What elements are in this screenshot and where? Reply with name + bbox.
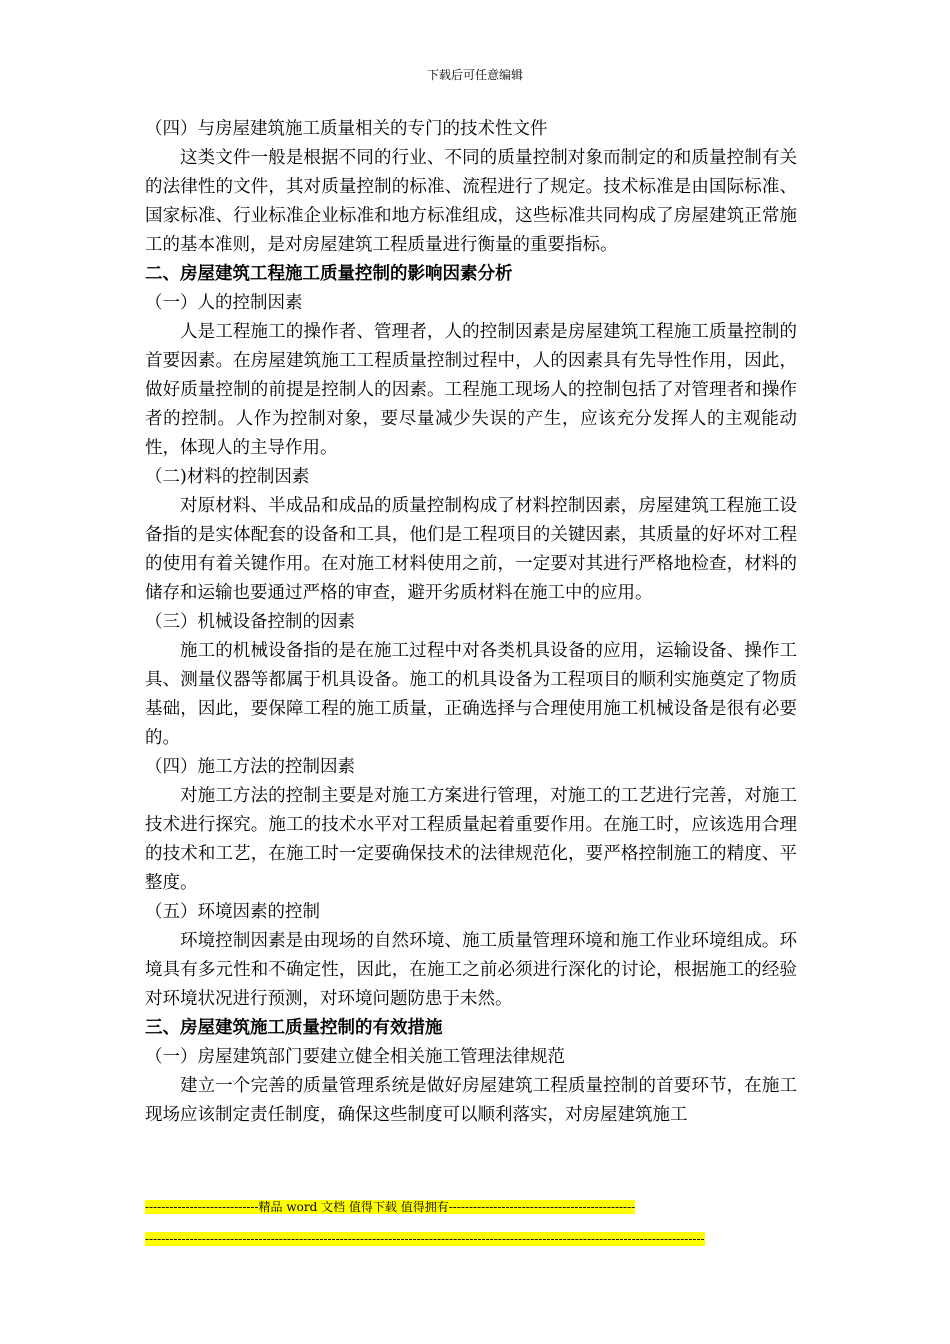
body-paragraph: 这类文件一般是根据不同的行业、不同的质量控制对象而制定的和质量控制有关的法律性的文件，其对质量控制的标准、流程进行了规定。技术标准是由国际标准、国家标准、行业标准企业标准和地方标准组成，这些标准共同构成了房屋建筑正常施工的基本准则，是对房屋建筑工程质量进行衡量的重要指标。: [145, 148, 797, 255]
page-header: 下载后可任意编辑: [426, 68, 523, 82]
body-paragraph: 对施工方法的控制主要是对施工方案进行管理，对施工的工艺进行完善，对施工技术进行探究。施工的技术水平对工程质量起着重要作用。在施工时，应该选用合理的技术和工艺，在施工时一定要确保技术的法律规范化，要严格控制施工的精度、平整度。: [145, 786, 797, 893]
subsection-heading: （一）人的控制因素: [145, 293, 303, 313]
subsection-heading: （三）机械设备控制的因素: [145, 612, 355, 632]
subsection-heading: （四）与房屋建筑施工质量相关的专门的技术性文件: [145, 119, 548, 139]
subsection-heading: （一）房屋建筑部门要建立健全相关施工管理法律规范: [145, 1047, 565, 1067]
footer-divider: [145, 1232, 705, 1247]
body-paragraph: 施工的机械设备指的是在施工过程中对各类机具设备的应用，运输设备、操作工具、测量仪器等都属于机具设备。施工的机具设备为工程项目的顺利实施奠定了物质基础，因此，要保障工程的施工质量，正确选择与合理使用施工机械设备是很有必要的。: [145, 641, 797, 748]
body-paragraph: 人是工程施工的操作者、管理者，人的控制因素是房屋建筑工程施工质量控制的首要因素。在房屋建筑施工工程质量控制过程中，人的因素具有先导性作用，因此，做好质量控制的前提是控制人的因素。工程施工现场人的控制包括了对管理者和操作者的控制。人作为控制对象，要尽量减少失误的产生，应该充分发挥人的主观能动性，体现人的主导作用。: [145, 322, 797, 458]
footer-banner: [145, 1200, 635, 1215]
document-body: [145, 115, 797, 1130]
subsection-heading: （五）环境因素的控制: [145, 902, 320, 922]
footer-divider-text: ------------------------------------------------------------------------------------------------------------------------------------------: [145, 1232, 705, 1246]
footer-banner-text: ----------------------------精品 word 文档 值得下载 值得拥有----------------------------------------------: [145, 1200, 636, 1214]
section-heading: 二、房屋建筑工程施工质量控制的影响因素分析: [145, 264, 513, 284]
section-heading: 三、房屋建筑施工质量控制的有效措施: [145, 1018, 443, 1038]
subsection-heading: （四）施工方法的控制因素: [145, 757, 355, 777]
subsection-heading: （二)材料的控制因素: [145, 467, 310, 487]
body-paragraph: 环境控制因素是由现场的自然环境、施工质量管理环境和施工作业环境组成。环境具有多元性和不确定性，因此，在施工之前必须进行深化的讨论，根据施工的经验对环境状况进行预测，对环境问题防患于未然。: [145, 931, 797, 1009]
body-paragraph: 建立一个完善的质量管理系统是做好房屋建筑工程质量控制的首要环节，在施工现场应该制定责任制度，确保这些制度可以顺利落实，对房屋建筑施工: [145, 1076, 797, 1125]
body-paragraph: 对原材料、半成品和成品的质量控制构成了材料控制因素，房屋建筑工程施工设备指的是实体配套的设备和工具，他们是工程项目的关键因素，其质量的好坏对工程的使用有着关键作用。在对施工材料使用之前，一定要对其进行严格地检查，材料的储存和运输也要通过严格的审查，避开劣质材料在施工中的应用。: [145, 496, 797, 603]
